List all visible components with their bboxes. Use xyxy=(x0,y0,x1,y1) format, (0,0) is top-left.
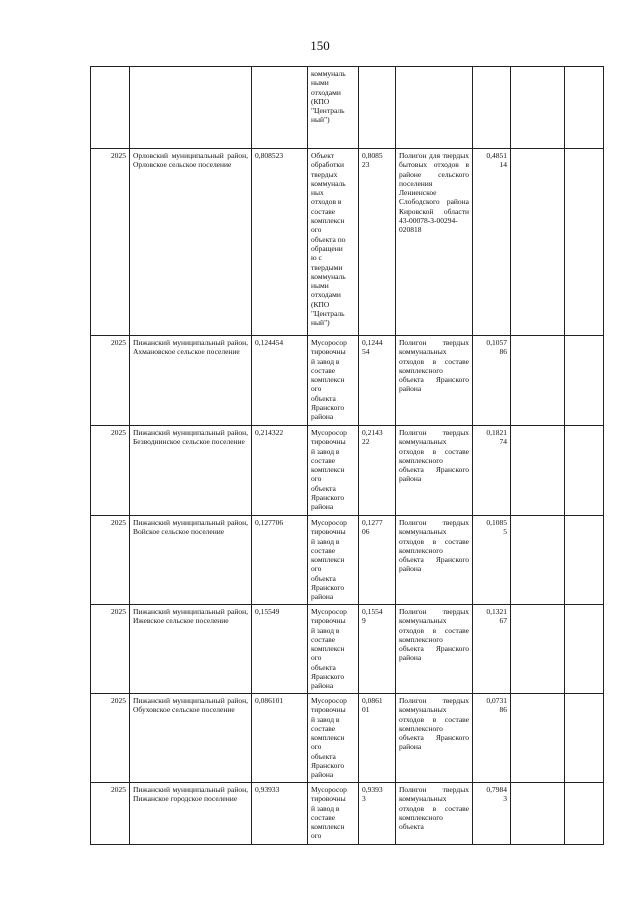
municipality-text: Орловский муниципальный район, Орловское сельское поселение xyxy=(133,151,248,170)
landfill-cell xyxy=(396,516,473,605)
landfill-cell xyxy=(396,67,473,149)
processed-volume-text: 0,1554 9 xyxy=(362,607,383,626)
processed-volume-text: 0,1277 06 xyxy=(362,518,383,537)
empty-cell xyxy=(565,694,604,783)
year-text: 2025 xyxy=(111,338,126,347)
empty-cell xyxy=(565,605,604,694)
year-text: 2025 xyxy=(111,696,126,705)
year-cell xyxy=(91,783,130,845)
municipality-text: Пижанский муниципальный район, Пижанское городское поселение xyxy=(133,785,248,804)
generation-volume-cell xyxy=(252,694,308,783)
empty-cell xyxy=(511,67,565,149)
processing-object-text: коммуналь ными отходами (КПО "Централь ный") xyxy=(311,69,346,125)
generation-volume-cell xyxy=(252,426,308,516)
empty-cell xyxy=(565,336,604,426)
processing-object-cell xyxy=(308,783,359,845)
table-row xyxy=(91,694,604,783)
processed-volume-cell xyxy=(359,67,396,149)
year-cell xyxy=(91,149,130,336)
municipality-text: Пижанский муниципальный район, Обуховское сельское поселение xyxy=(133,696,248,715)
processed-volume-cell xyxy=(359,426,396,516)
disposed-volume-cell xyxy=(473,694,511,783)
municipality-cell xyxy=(130,783,252,845)
year-text: 2025 xyxy=(111,428,126,437)
processing-object-text: Мусоросор тировочны й завод в составе комплексн ого xyxy=(311,785,347,841)
landfill-cell xyxy=(396,149,473,336)
municipality-cell xyxy=(130,694,252,783)
municipality-cell xyxy=(130,605,252,694)
processing-object-text: Объект обработки твердых коммуналь ных отходов в составе комплексн ого объекта по обращени ю с твердыми коммуналь ными отходами (КПО "Централь ный") xyxy=(311,151,346,328)
processed-volume-text: 0,0861 01 xyxy=(362,696,383,715)
processing-object-cell xyxy=(308,694,359,783)
page-number: 150 xyxy=(310,38,330,53)
processing-object-cell xyxy=(308,67,359,149)
generation-volume-cell xyxy=(252,516,308,605)
table-row xyxy=(91,149,604,336)
landfill-text: Полигон для твердых бытовых отходов в районе сельского поселения Лениенское Слободского района Кировской области 43-00078-З-00294-020818 xyxy=(399,151,469,235)
generation-volume-cell xyxy=(252,336,308,426)
disposed-volume-text: 0,7984 3 xyxy=(486,785,507,804)
year-cell xyxy=(91,67,130,149)
generation-volume-text: 0,93933 xyxy=(255,785,280,794)
processed-volume-cell xyxy=(359,516,396,605)
processed-volume-cell xyxy=(359,694,396,783)
year-text: 2025 xyxy=(111,785,126,794)
generation-volume-text: 0,15549 xyxy=(255,607,280,616)
generation-volume-cell xyxy=(252,149,308,336)
landfill-text: Полигон твердых коммунальных отходов в составе комплексного объекта Яранского района xyxy=(399,696,469,752)
generation-volume-cell xyxy=(252,605,308,694)
year-text: 2025 xyxy=(111,151,126,160)
empty-cell xyxy=(565,783,604,845)
processed-volume-text: 0,2143 22 xyxy=(362,428,383,447)
processing-object-text: Мусоросор тировочны й завод в составе комплексн ого объекта Яранского района xyxy=(311,607,347,691)
municipality-cell xyxy=(130,67,252,149)
municipality-cell xyxy=(130,426,252,516)
empty-cell xyxy=(565,426,604,516)
empty-cell xyxy=(511,149,565,336)
table-body xyxy=(91,67,604,845)
processing-object-cell xyxy=(308,149,359,336)
empty-cell xyxy=(511,426,565,516)
municipality-text: Пижанский муниципальный район, Ижевское сельское поселение xyxy=(133,607,248,626)
processed-volume-cell xyxy=(359,605,396,694)
disposed-volume-cell xyxy=(473,67,511,149)
disposed-volume-cell xyxy=(473,426,511,516)
empty-cell xyxy=(565,516,604,605)
table-row xyxy=(91,426,604,516)
year-cell xyxy=(91,605,130,694)
processed-volume-cell xyxy=(359,783,396,845)
municipality-cell xyxy=(130,516,252,605)
table-row xyxy=(91,783,604,845)
processing-object-text: Мусоросор тировочны й завод в составе комплексн ого объекта Яранского района xyxy=(311,696,347,780)
generation-volume-text: 0,086101 xyxy=(255,696,284,705)
year-cell xyxy=(91,516,130,605)
disposed-volume-text: 0,1821 74 xyxy=(486,428,507,447)
processing-object-text: Мусоросор тировочны й завод в составе комплексн ого объекта Яранского района xyxy=(311,428,347,512)
year-cell xyxy=(91,694,130,783)
landfill-cell xyxy=(396,605,473,694)
processed-volume-text: 0,9393 3 xyxy=(362,785,383,804)
municipality-text: Пижанский муниципальный район, Безводнинское сельское поселение xyxy=(133,428,248,447)
municipality-cell xyxy=(130,149,252,336)
processed-volume-cell xyxy=(359,149,396,336)
empty-cell xyxy=(565,149,604,336)
table-row xyxy=(91,516,604,605)
landfill-text: Полигон твердых коммунальных отходов в составе комплексного объекта Яранского района xyxy=(399,607,469,663)
empty-cell xyxy=(511,336,565,426)
municipality-text: Пижанский муниципальный район, Войское сельское поселение xyxy=(133,518,248,537)
empty-cell xyxy=(511,783,565,845)
empty-cell xyxy=(511,694,565,783)
empty-cell xyxy=(511,516,565,605)
processing-object-cell xyxy=(308,426,359,516)
generation-volume-text: 0,214322 xyxy=(255,428,284,437)
landfill-text: Полигон твердых коммунальных отходов в составе комплексного объекта xyxy=(399,785,469,832)
processed-volume-text: 0,8085 23 xyxy=(362,151,383,170)
generation-volume-cell xyxy=(252,67,308,149)
disposed-volume-cell xyxy=(473,605,511,694)
table-row xyxy=(91,67,604,149)
processing-object-cell xyxy=(308,605,359,694)
year-cell xyxy=(91,426,130,516)
table-row xyxy=(91,605,604,694)
landfill-text: Полигон твердых коммунальных отходов в составе комплексного объекта Яранского района xyxy=(399,338,469,394)
processing-object-text: Мусоросор тировочны й завод в составе комплексн ого объекта Яранского района xyxy=(311,518,347,602)
processed-volume-cell xyxy=(359,336,396,426)
generation-volume-text: 0,808523 xyxy=(255,151,284,160)
processing-object-cell xyxy=(308,516,359,605)
disposed-volume-text: 0,0731 86 xyxy=(486,696,507,715)
landfill-text: Полигон твердых коммунальных отходов в составе комплексного объекта Яранского района xyxy=(399,518,469,574)
landfill-cell xyxy=(396,336,473,426)
municipality-cell xyxy=(130,336,252,426)
disposed-volume-cell xyxy=(473,783,511,845)
year-text: 2025 xyxy=(111,518,126,527)
waste-flow-table xyxy=(90,66,604,845)
landfill-cell xyxy=(396,783,473,845)
disposed-volume-text: 0,1085 5 xyxy=(486,518,507,537)
landfill-cell xyxy=(396,426,473,516)
processing-object-cell xyxy=(308,336,359,426)
disposed-volume-text: 0,4851 14 xyxy=(486,151,507,170)
processing-object-text: Мусоросор тировочны й завод в составе комплексн ого объекта Яранского района xyxy=(311,338,347,422)
generation-volume-text: 0,124454 xyxy=(255,338,284,347)
disposed-volume-cell xyxy=(473,516,511,605)
processed-volume-text: 0,1244 54 xyxy=(362,338,383,357)
landfill-text: Полигон твердых коммунальных отходов в составе комплексного объекта Яранского района xyxy=(399,428,469,484)
year-cell xyxy=(91,336,130,426)
disposed-volume-text: 0,1057 86 xyxy=(486,338,507,357)
disposed-volume-cell xyxy=(473,149,511,336)
year-text: 2025 xyxy=(111,607,126,616)
generation-volume-text: 0,127706 xyxy=(255,518,284,527)
municipality-text: Пижанский муниципальный район, Ахмановское сельское поселение xyxy=(133,338,248,357)
landfill-cell xyxy=(396,694,473,783)
empty-cell xyxy=(511,605,565,694)
table-row xyxy=(91,336,604,426)
disposed-volume-cell xyxy=(473,336,511,426)
empty-cell xyxy=(565,67,604,149)
disposed-volume-text: 0,1321 67 xyxy=(486,607,507,626)
generation-volume-cell xyxy=(252,783,308,845)
